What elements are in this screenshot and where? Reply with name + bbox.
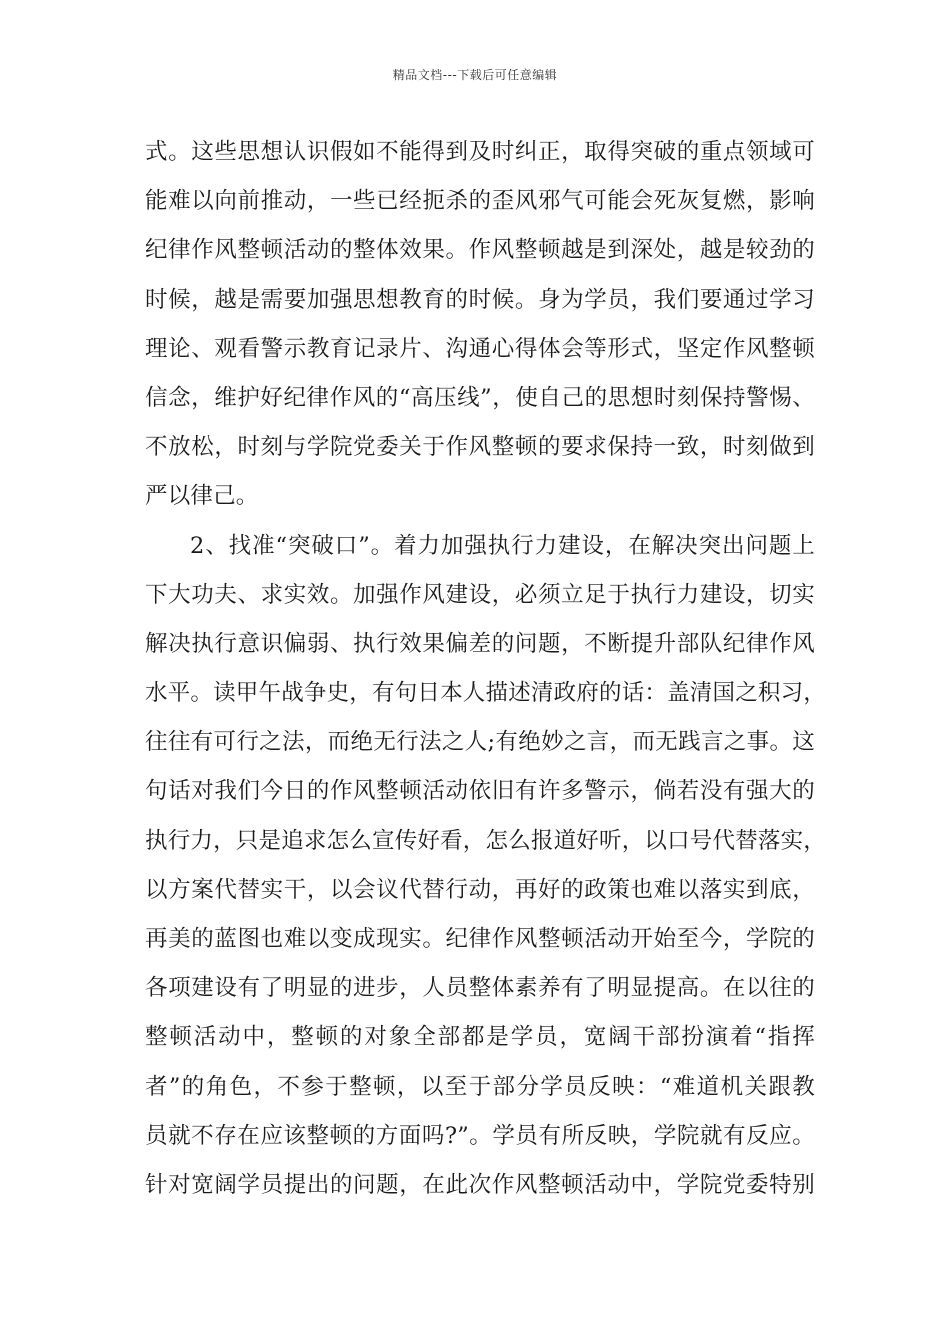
- text-line: 各项建设有了明显的进步，人员整体素养有了明显提高。在以往的: [145, 975, 815, 1002]
- text-line: 执行力，只是追求怎么宣传好看，怎么报道好听，以口号代替落实，: [145, 827, 827, 854]
- text-line: 式。这些思想认识假如不能得到及时纠正，取得突破的重点领域可: [145, 139, 815, 165]
- text-line: 下大功夫、求实效。加强作风建设，必须立足于执行力建设，切实: [145, 581, 815, 608]
- text-line: 理论、观看警示教育记录片、沟通心得体会等形式，坚定作风整顿: [145, 335, 815, 362]
- text-line: 时候，越是需要加强思想教育的时候。身为学员，我们要通过学习: [145, 286, 815, 313]
- text-line: 解决执行意识偏弱、执行效果偏差的问题，不断提升部队纪律作风: [145, 630, 815, 657]
- text-line: 者”的角色，不参于整顿，以至于部分学员反映：“难道机关跟教: [145, 1073, 815, 1100]
- text-line: 再美的蓝图也难以变成现实。纪律作风整顿活动开始至今，学院的: [145, 926, 815, 952]
- text-line: 水平。读甲午战争史，有句日本人描述清政府的话：盖清国之积习，: [145, 680, 827, 707]
- text-line: 往往有可行之法，而绝无行法之人;有绝妙之言，而无践言之事。这: [145, 729, 815, 756]
- page-header: 精品文档---下载后可任意编辑: [392, 68, 558, 82]
- text-line: 2、找准“突破口”。着力加强执行力建设，在解决突出问题上: [190, 532, 815, 559]
- text-line: 严以律己。: [145, 483, 259, 510]
- text-line: 信念，维护好纪律作风的“高压线”，使自己的思想时刻保持警惕、: [145, 384, 815, 411]
- text-line: 能难以向前推动，一些已经扼杀的歪风邪气可能会死灰复燃，影响: [145, 188, 815, 215]
- text-line: 整顿活动中，整顿的对象全部都是学员，宽阔干部扮演着“指挥: [145, 1024, 815, 1051]
- document-body: [145, 128, 827, 1210]
- text-line: 纪律作风整顿活动的整体效果。作风整顿越是到深处，越是较劲的: [145, 237, 815, 264]
- text-line: 针对宽阔学员提出的问题，在此次作风整顿活动中，学院党委特别: [145, 1171, 815, 1198]
- text-line: 以方案代替实干，以会议代替行动，再好的政策也难以落实到底，: [145, 876, 815, 903]
- text-line: 员就不存在应该整顿的方面吗?”。学员有所反映，学院就有反应。: [145, 1122, 815, 1149]
- text-line: 不放松，时刻与学院党委关于作风整顿的要求保持一致，时刻做到: [145, 434, 815, 461]
- text-line: 句话对我们今日的作风整顿活动依旧有许多警示，倘若没有强大的: [145, 778, 815, 805]
